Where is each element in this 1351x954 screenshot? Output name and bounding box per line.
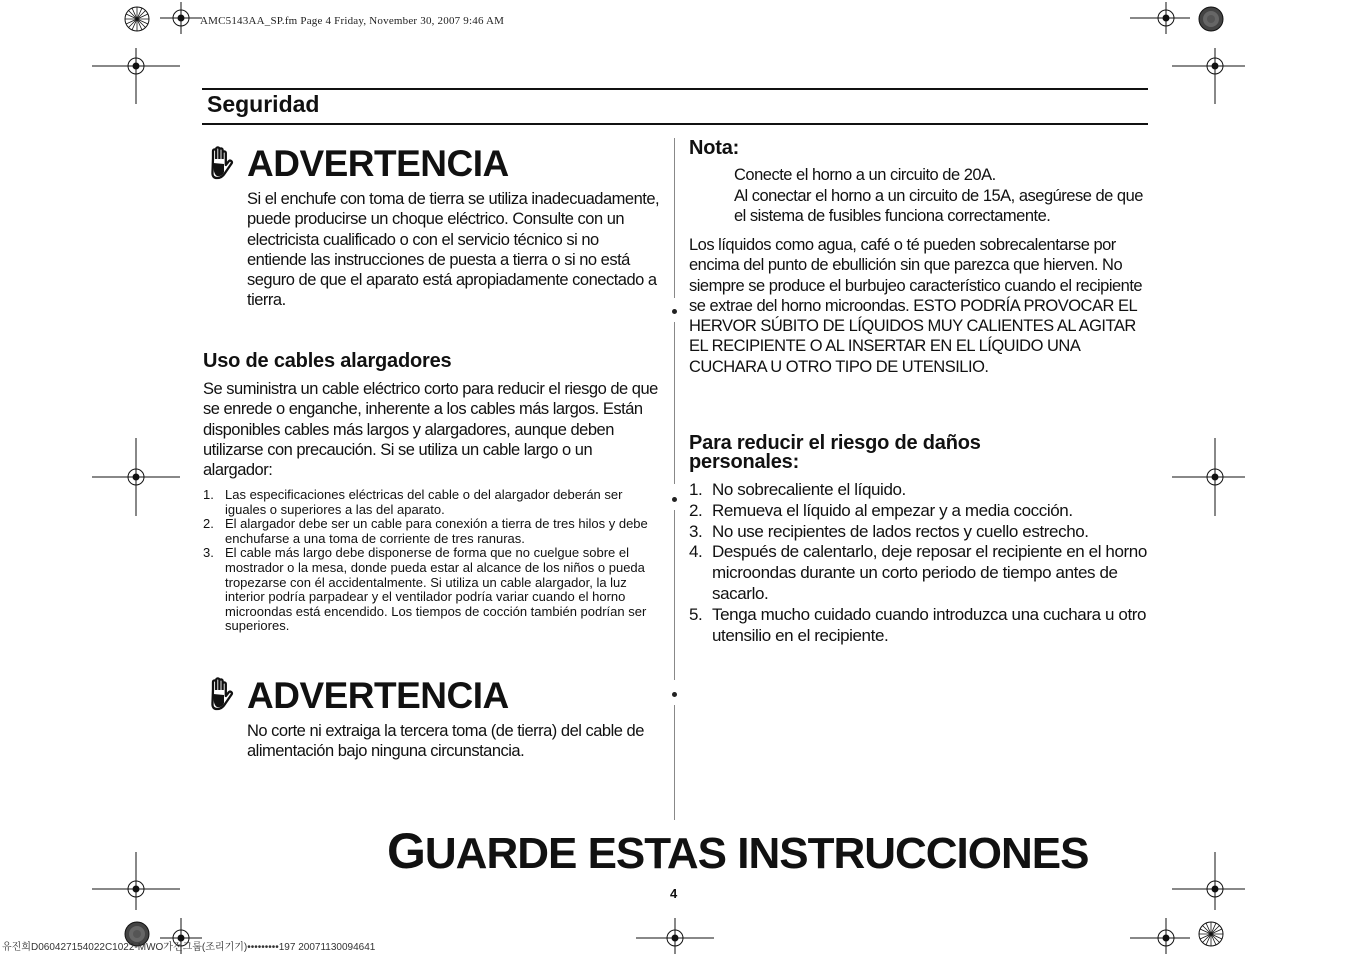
list-item: 1. Las especificaciones eléctricas del cable o del alargador deberán ser iguales o superiores a las del aparato. — [203, 487, 623, 517]
page-number: 4 — [670, 886, 678, 901]
list-item: 2. Remueva el líquido al empezar y a media cocción. — [689, 500, 1073, 520]
warning-title: ADVERTENCIA — [247, 675, 509, 716]
column-divider — [674, 138, 675, 298]
column-divider — [674, 322, 675, 484]
column-dot — [672, 309, 677, 314]
hand-stop-icon — [206, 146, 236, 180]
crosshair-icon — [1130, 918, 1190, 954]
registration-dark-circle-icon — [1199, 7, 1223, 31]
column-divider — [674, 705, 675, 820]
footer-title — [387, 822, 1088, 880]
section-heading: Para reducir el riesgo de daños personales: — [689, 432, 981, 473]
list-item: 3. El cable más largo debe disponerse de forma que no cuelgue sobre el mostrador o la mesa, donde pueda estar al alcance de los niños o pueda tropezarse con él accidentalmente. Si utiliza un cable alargador, la luz interior podría parpadear y el ventilador podría variar cuando el horno microondas está encendido. Los tiempos de cocción también podrían ser superiores. — [203, 545, 647, 634]
column-dot — [672, 692, 677, 697]
note-heading: Nota: — [689, 137, 740, 159]
registration-starburst-icon — [1199, 922, 1223, 946]
list-item: 4. Después de calentarlo, deje reposar el recipiente en el horno microondas durante un corto periodo de tiempo antes de sacarlo. — [689, 542, 1147, 603]
print-code: 유진희D060427154022C1022-MWO가전그룹(조리기기)•••••••••197 20071130094641 — [2, 942, 376, 953]
file-info-header: AMC5143AA_SP.fm Page 4 Friday, November 30, 2007 9:46 AM — [200, 15, 505, 27]
list-item: 5. Tenga mucho cuidado cuando introduzca una cuchara u otro utensilio en el recipiente. — [689, 604, 1147, 645]
footer-title-rest: UARDE ESTAS INSTRUCCIONES — [424, 829, 1089, 878]
crosshair-icon — [92, 48, 180, 104]
liquids-warning-paragraph: Los líquidos como agua, café o té pueden sobrecalentarse por encima del punto de ebullición sin que parezca que hierven. No siempre se produce el burbujeo característico cuando el recipiente se extrae del horno microondas. ESTO PODRÍA PROVOCAR EL HERVOR SÚBITO DE LÍQUIDOS MUY CALIENTES AL AGITAR EL RECIPIENTE O AL INSERTAR EN EL LÍQUIDO UNA CUCHARA U OTRO TIPO DE UTENSILIO. — [689, 236, 1143, 376]
footer-title-initial: G — [387, 823, 425, 879]
note-line: Conecte el horno a un circuito de 20A. — [734, 166, 996, 184]
paragraph: Se suministra un cable eléctrico corto para reducir el riesgo de que se enrede o enganche, inherente a los cables más largos. Están disponibles cables más largos y alargadores, aunque deben utilizarse con precaución. Si se utiliza un cable largo o un alargador: — [203, 380, 658, 480]
section-title: Seguridad — [207, 91, 320, 117]
section-heading: Uso de cables alargadores — [203, 350, 452, 372]
column-dot — [672, 497, 677, 502]
note-line: Al conectar el horno a un circuito de 15A, asegúrese de que el sistema de fusibles funciona correctamente. — [734, 187, 1143, 226]
crosshair-icon — [92, 852, 180, 910]
numbered-list — [689, 480, 1149, 646]
warning-text: No corte ni extraiga la tercera toma (de tierra) del cable de alimentación bajo ninguna circunstancia. — [247, 722, 644, 761]
list-item: 3. No use recipientes de lados rectos y cuello estrecho. — [689, 521, 1089, 541]
column-divider — [674, 510, 675, 680]
warning-text: Si el enchufe con toma de tierra se utiliza inadecuadamente, puede producirse un choque eléctrico. Consulte con un electricista cualificado o con el servicio técnico si no entiende las instrucciones de puesta a tierra o si no está seguro de que el aparato está apropiadamente conectado a tierra. — [247, 190, 660, 310]
numbered-list — [203, 488, 663, 634]
list-item: 1. No sobrecaliente el líquido. — [689, 480, 906, 499]
section-bottom-rule — [202, 123, 1148, 125]
crosshair-icon — [1130, 2, 1190, 34]
section-top-rule — [202, 88, 1148, 90]
crosshair-icon — [1172, 852, 1245, 910]
list-item: 2. El alargador debe ser un cable para conexión a tierra de tres hilos y debe enchufarse a una toma de corriente de tres ranuras. — [203, 516, 648, 546]
crosshair-icon — [1172, 438, 1245, 516]
warning-title: ADVERTENCIA — [247, 143, 509, 184]
crosshair-icon — [1172, 48, 1245, 104]
hand-stop-icon — [206, 677, 236, 711]
registration-starburst-icon — [125, 7, 149, 31]
